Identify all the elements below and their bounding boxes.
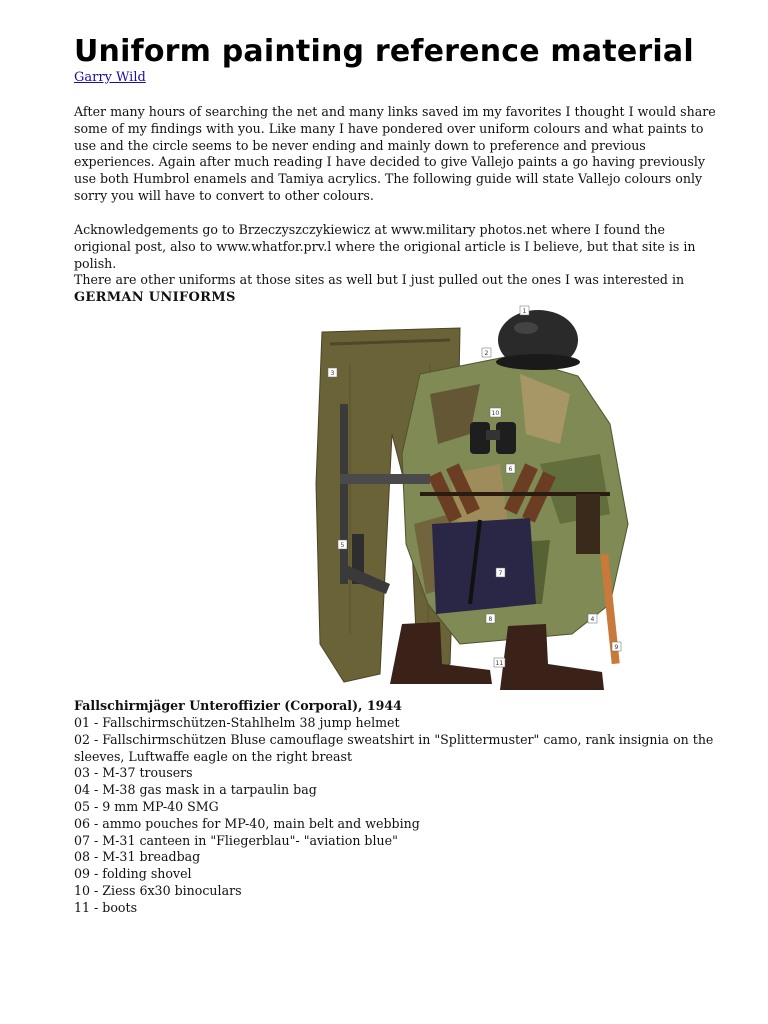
callout-3: 3 bbox=[330, 370, 335, 377]
breadbag-illustration bbox=[432, 518, 536, 614]
list-item: 11 - boots bbox=[74, 899, 138, 915]
figure-caption: Fallschirmjäger Unteroffizier (Corporal), 1944 bbox=[74, 698, 402, 713]
list-item: 04 - M-38 gas mask in a tarpaulin bag bbox=[74, 782, 317, 798]
callout-8: 8 bbox=[488, 616, 493, 623]
callout-5: 5 bbox=[340, 542, 345, 549]
list-item: 05 - 9 mm MP-40 SMG bbox=[74, 798, 219, 814]
list-item: 09 - folding shovel bbox=[74, 866, 192, 882]
callout-7: 7 bbox=[498, 570, 503, 577]
acknowledgements-note: There are other uniforms at those sites as well but I just pulled out the ones I was interested in bbox=[74, 272, 685, 288]
acknowledgements-text: Acknowledgements go to Brzeczyszczykiewicz at www.military photos.net where I found the origional post, also to www.whatfor.prv.l where the origional article is I believe, but that site is in polish. bbox=[74, 222, 696, 271]
callout-4: 4 bbox=[590, 616, 595, 623]
list-item: 08 - M-31 breadbag bbox=[74, 849, 201, 865]
equipment-list bbox=[74, 715, 724, 917]
section-heading: GERMAN UNIFORMS bbox=[74, 290, 236, 305]
callout-9: 9 bbox=[614, 644, 619, 651]
list-item: 06 - ammo pouches for MP-40, main belt and webbing bbox=[74, 815, 420, 831]
list-item: 10 - Ziess 6x30 binoculars bbox=[74, 882, 242, 898]
author-link[interactable]: Garry Wild bbox=[74, 70, 146, 85]
page-title: Uniform painting reference material bbox=[74, 34, 694, 69]
callout-6: 6 bbox=[508, 466, 513, 473]
callout-11: 11 bbox=[495, 660, 504, 667]
helmet-illustration bbox=[496, 310, 580, 370]
intro-paragraph: After many hours of searching the net and many links saved im my favorites I thought I would share some of my findings with you. Like many I have pondered over uniform colours and what paints to use and the circle seems to be never ending and mainly down to preference and previous experiences. Again after much reading I have decided to give Vallejo paints a go having previously use both Humbrol enamels and Tamiya acrylics. The following guide will state Vallejo colours only sorry you will have to convert to other colours. bbox=[74, 104, 716, 203]
uniform-photo bbox=[310, 304, 630, 694]
acknowledgements-paragraph bbox=[74, 222, 724, 289]
callout-10: 10 bbox=[491, 410, 500, 417]
list-item: 01 - Fallschirmschützen-Stahlhelm 38 jump helmet bbox=[74, 715, 400, 730]
callout-1: 1 bbox=[522, 308, 527, 315]
list-item: 02 - Fallschirmschützen Bluse camouflage sweatshirt in "Splittermuster" camo, rank insignia on the sleeves, Luftwaffe eagle on the right breast bbox=[74, 731, 714, 764]
callout-2: 2 bbox=[484, 350, 489, 357]
list-item: 03 - M-37 trousers bbox=[74, 765, 193, 781]
list-item: 07 - M-31 canteen in "Fliegerblau"- "aviation blue" bbox=[74, 832, 398, 848]
